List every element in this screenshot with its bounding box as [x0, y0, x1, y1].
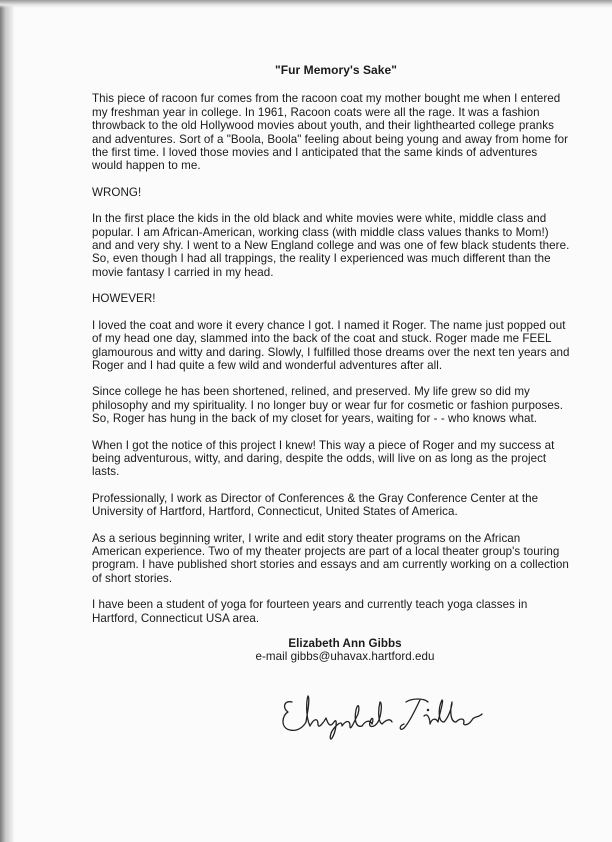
scan-shadow-left	[0, 0, 14, 842]
paragraph-however: HOWEVER!	[92, 292, 156, 306]
author-block	[92, 637, 570, 664]
paragraph-writer: As a serious beginning writer, I write and edit story theater programs on the African American experience. Two of my theater projects are part of a local theater group's touring program. I have published short stories and essays and am currently working on a collection of short stories.	[92, 531, 569, 585]
author-name: Elizabeth Ann Gibbs	[288, 637, 402, 650]
scan-shadow-top	[0, 0, 612, 8]
author-email: e-mail gibbs@uhavax.hartford.edu	[255, 650, 435, 664]
paragraph-intro: This piece of racoon fur comes from the racoon coat my mother bought me when I entered my freshman year in college. In 1961, Racoon coats were all the rage. It was a fashion throwback to the old Hollywood movies about youth, and their lighthearted college pranks and adventures. Sort of a "Boola, Boola" feeling about being young and away from home for the first time. I loved those movies and I anticipated that the same kinds of adventures would happen to me.	[92, 92, 569, 173]
paragraph-yoga: I have been a student of yoga for fourteen years and currently teach yoga classes in Hartford, Connecticut USA area.	[92, 598, 528, 625]
paragraph-project-notice: When I got the notice of this project I knew! This way a piece of Roger and my success at being adventurous, witty, and daring, despite the odds, will live on as long as the project lasts.	[92, 438, 555, 479]
letter-body	[92, 64, 570, 664]
document-title: "Fur Memory's Sake"	[275, 63, 397, 77]
paragraph-since-college: Since college he has been shortened, relined, and preserved. My life grew so did my philosophy and my spirituality. I no longer buy or wear fur for cosmetic or fashion purposes. So, Roger has hung in the back of my closet for years, waiting for - - who knows what.	[92, 385, 563, 426]
paragraph-loved-coat: I loved the coat and wore it every chance I got. I named it Roger. The name just popped out of my head one day, slammed into the back of the coat and stuck. Roger made me FEEL glamourous and witty and daring. Slowly, I fulfilled those dreams over the next ten years and Roger and I had quite a few wild and wonderful adventures after all.	[92, 318, 570, 372]
paragraph-wrong: WRONG!	[92, 185, 142, 199]
paragraph-first-place: In the first place the kids in the old black and white movies were white, middle class and popular. I am African-American, working class (with middle class values thanks to Mom!) and and very shy. I went to a New England college and was one of few black students there. So, even though I had all trappings, the reality I experienced was much different than the movie fantasy I carried in my head.	[92, 212, 570, 279]
handwritten-signature	[278, 688, 498, 744]
paragraph-professionally: Professionally, I work as Director of Conferences & the Gray Conference Center at the University of Hartford, Hartford, Connecticut, United States of America.	[92, 491, 539, 519]
